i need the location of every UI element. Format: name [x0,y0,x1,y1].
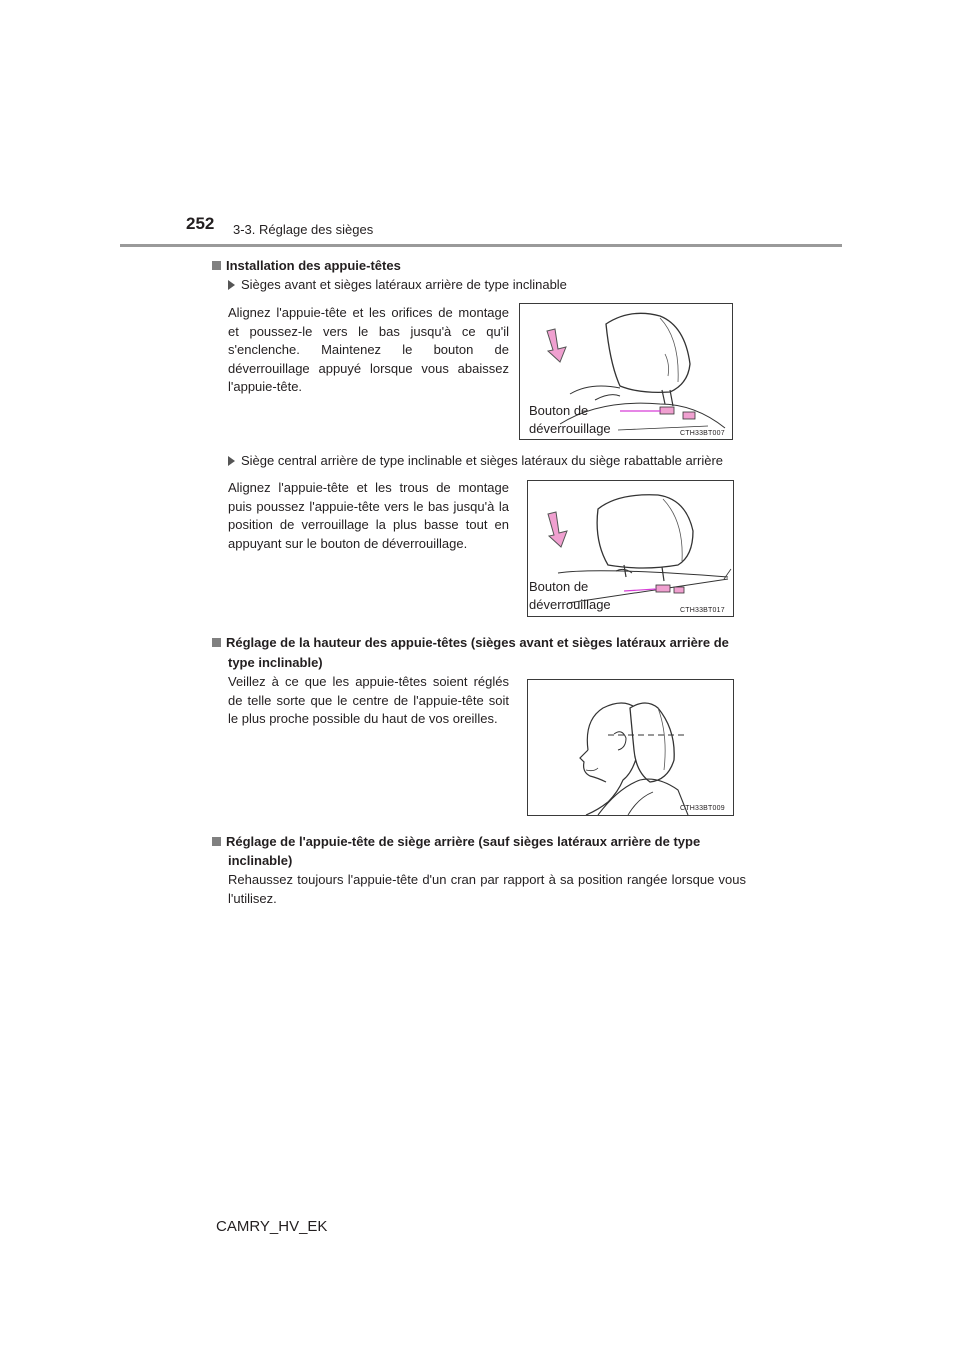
install-sub2 [228,452,723,470]
square-bullet-icon [212,261,221,270]
square-bullet-icon [212,837,221,846]
head-profile-illustration [528,680,733,815]
release-button-label-2: Bouton de déverrouillage [529,579,611,612]
figure-code-1: CTH33BT007 [680,430,725,437]
triangle-bullet-icon [228,280,235,290]
rear-heading: Réglage de l'appuie-tête de siège arrière (sauf sièges latéraux arrière de type [212,832,752,851]
install-sub1 [228,276,567,294]
release-button-label-1: Bouton de déverrouillage [529,403,611,436]
figure-code-2: CTH33BT017 [680,607,725,614]
footer-model: CAMRY_HV_EK [216,1218,328,1235]
height-heading: Réglage de la hauteur des appuie-têtes (sièges avant et sièges latéraux arrière de [212,633,752,652]
rear-heading-line2: inclinable) [228,853,293,868]
header-rule [120,244,842,247]
figure-code-3: CTH33BT009 [680,805,725,812]
square-bullet-icon [212,638,221,647]
figure-head-position [527,679,734,816]
page-number: 252 [186,214,215,233]
install-sub2-text: Siège central arrière de type inclinable et sièges latéraux du siège rabattable arrière [241,453,724,468]
install-para1: Alignez l'appuie-tête et les orifices de montage et poussez-le vers le bas jusqu'à ce qu'il s'enclenche. Maintenez le bouton de déverrouillage appuyé lorsque vous abaissez l'appuie-tête. [228,305,509,394]
height-para: Veillez à ce que les appuie-têtes soient réglés de telle sorte que le centre de l'appuie-tête soit le plus proche possible du haut de vos oreilles. [228,674,509,726]
figure-front-headrest [519,303,733,440]
section-title: 3-3. Réglage des sièges [233,222,374,237]
install-heading [212,256,401,275]
triangle-bullet-icon [228,456,235,466]
install-heading-text: Installation des appuie-têtes [226,258,401,273]
rear-para: Rehaussez toujours l'appuie-tête d'un cran par rapport à sa position rangée lorsque vous l'utilisez. [228,872,746,906]
height-heading-line2: type inclinable) [228,655,323,670]
figure-rear-headrest [527,480,734,617]
install-sub1-text: Sièges avant et sièges latéraux arrière de type inclinable [241,277,567,292]
install-para2: Alignez l'appuie-tête et les trous de montage puis poussez l'appuie-tête vers le bas jusqu'à la position de verrouillage la plus basse tout en appuyant sur le bouton de déverrouillage. [228,480,509,551]
